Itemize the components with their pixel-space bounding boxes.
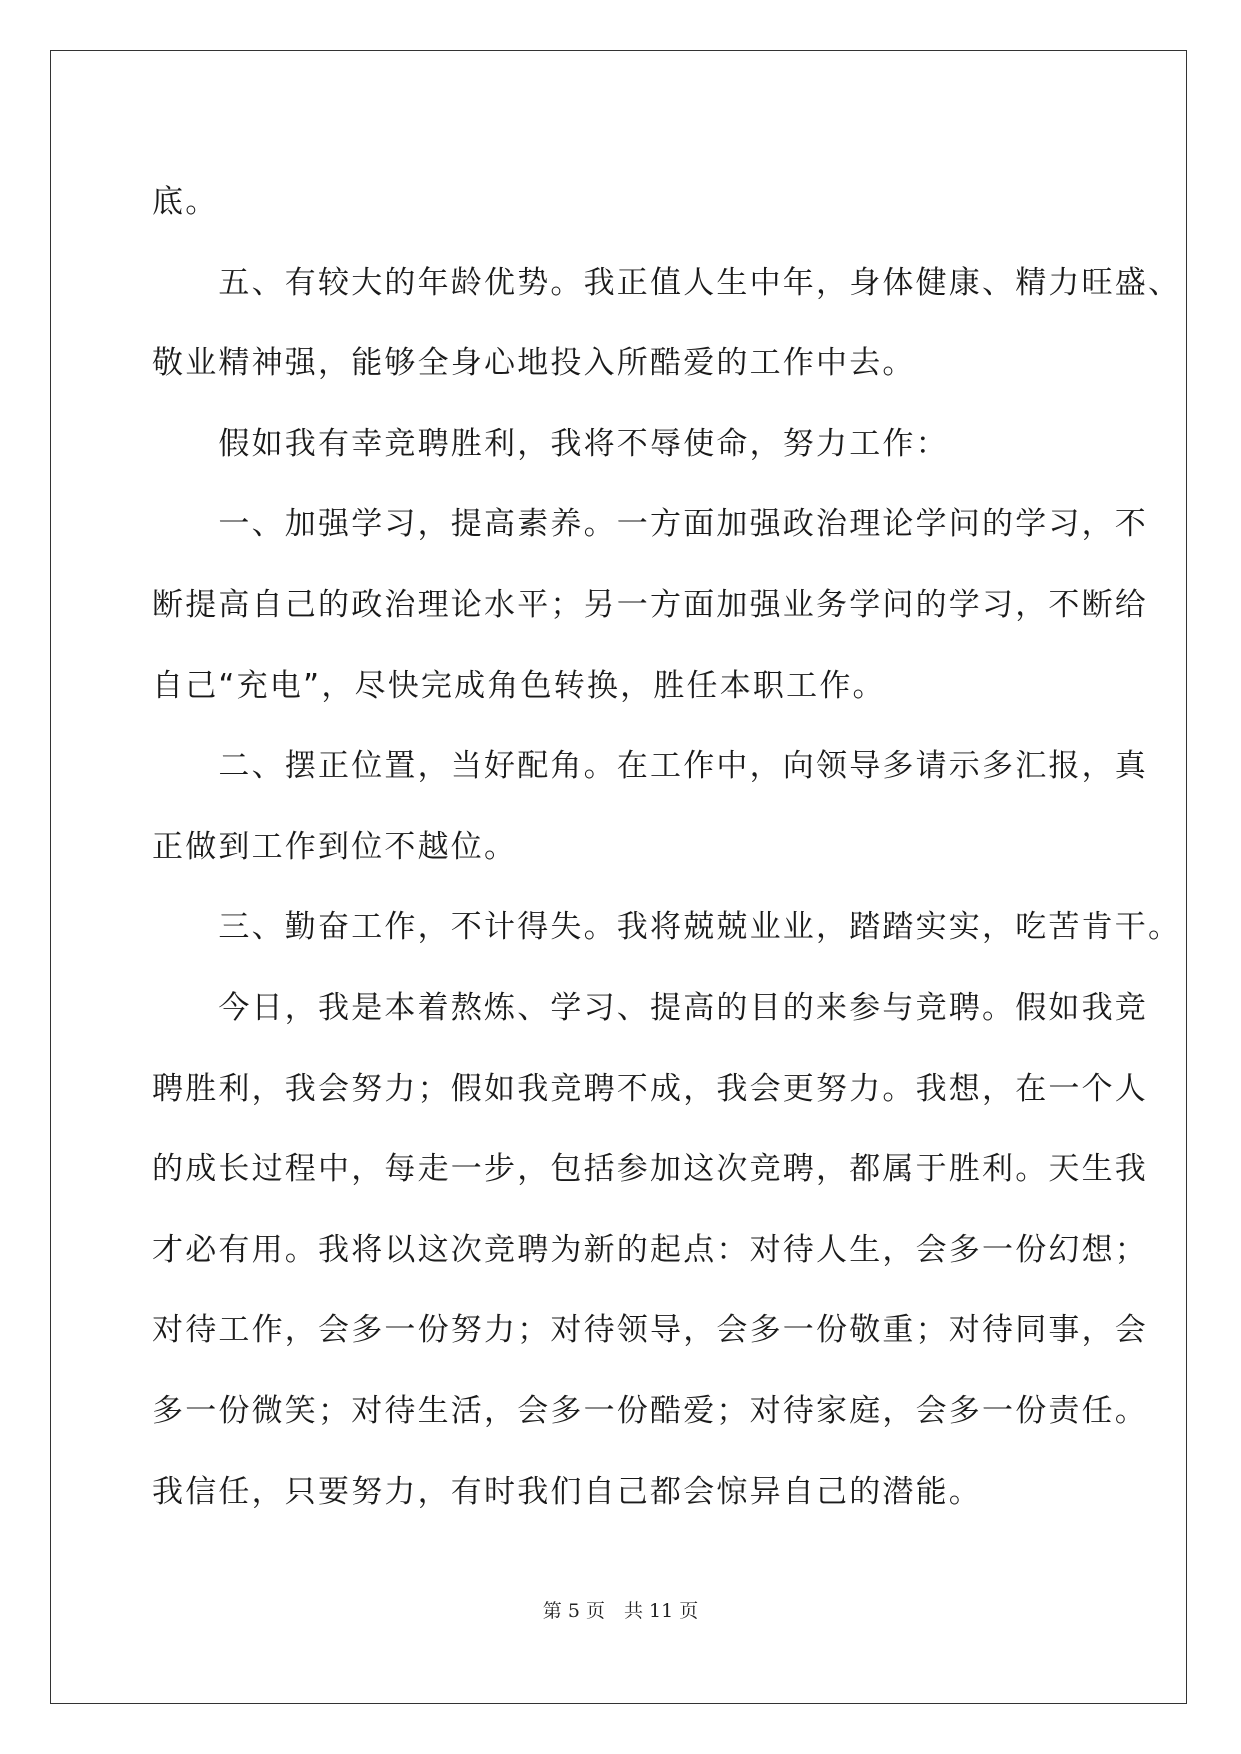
document-body (152, 162, 1182, 1532)
text-line: 敬业精神强，能够全身心地投入所酷爱的工作中去。 (152, 345, 916, 382)
text-line: 一、加强学习，提高素养。一方面加强政治理论学问的学习，不 (152, 506, 1148, 543)
text-line: 我信任，只要努力，有时我们自己都会惊异自己的潜能。 (152, 1473, 982, 1510)
text-line: 正做到工作到位不越位。 (152, 828, 518, 865)
text-line: 聘胜利，我会努力；假如我竞聘不成，我会更努力。我想，在一个人 (152, 1070, 1148, 1107)
text-line: 自己“充电”，尽快完成角色转换，胜任本职工作。 (152, 667, 886, 704)
text-line: 断提高自己的政治理论水平；另一方面加强业务学问的学习，不断给 (152, 586, 1148, 623)
text-line: 对待工作，会多一份努力；对待领导，会多一份敬重；对待同事，会 (152, 1312, 1148, 1349)
text-line: 多一份微笑；对待生活，会多一份酷爱；对待家庭，会多一份责任。 (152, 1392, 1148, 1429)
text-line: 五、有较大的年龄优势。我正值人生中年，身体健康、精力旺盛、 (152, 264, 1182, 301)
text-line: 假如我有幸竞聘胜利，我将不辱使命，努力工作： (152, 425, 949, 462)
text-line: 二、摆正位置，当好配角。在工作中，向领导多请示多汇报，真 (152, 748, 1148, 785)
text-line: 三、勤奋工作，不计得失。我将兢兢业业，踏踏实实，吃苦肯干。 (152, 909, 1182, 946)
text-line: 才必有用。我将以这次竞聘为新的起点：对待人生，会多一份幻想； (152, 1231, 1148, 1268)
text-line: 的成长过程中，每走一步，包括参加这次竞聘，都属于胜利。天生我 (152, 1151, 1148, 1188)
text-line: 今日，我是本着熬炼、学习、提高的目的来参与竞聘。假如我竞 (152, 989, 1148, 1026)
text-line: 底。 (152, 184, 219, 220)
page-number-footer: 第 5 页 共 11 页 (542, 1600, 699, 1622)
